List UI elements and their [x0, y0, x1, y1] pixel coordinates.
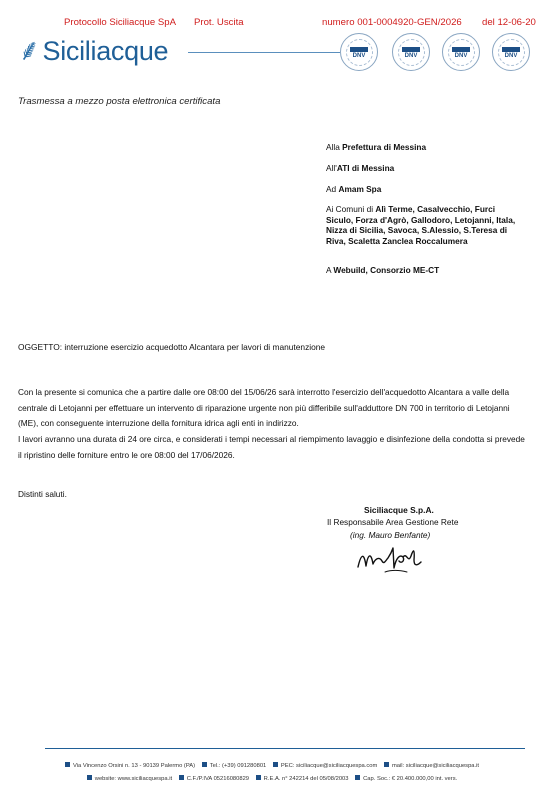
- footer-row-contacts: [0, 762, 539, 769]
- footer-address: Via Vincenzo Orsini n. 13 - 90139 Palermo (PA): [72, 763, 196, 769]
- certification-seal-icon: [442, 33, 480, 71]
- bullet-square-icon: [384, 762, 389, 767]
- footer-row-legal: [0, 775, 539, 782]
- footer-pec: PEC: siciliacque@siciliacquespa.com: [280, 763, 378, 769]
- letter-subject: OGGETTO: interruzione esercizio acquedotto Alcantara per lavori di manutenzione: [18, 342, 326, 352]
- bullet-square-icon: [256, 775, 261, 780]
- cert-label: DNV: [454, 53, 468, 59]
- recipient-comuni: Ai Comuni di Alì Terme, Casalvecchio, Furci Siculo, Forza d'Agrò, Gallodoro, Letojanni, Itala, Nizza di Sicilia, Savoca, S.Alessio, S.Teresa di Riva, Scaletta Zanclea Roccalumera: [326, 204, 516, 246]
- cert-label: DNV: [352, 53, 366, 59]
- signature-company: Siciliacque S.p.A.: [364, 505, 434, 515]
- bullet-square-icon: [355, 775, 360, 780]
- footer-vat: C.F./P.IVA 05216080829: [186, 776, 250, 782]
- footer-capital: Cap. Soc.: € 20.400.000,00 int. vers.: [363, 776, 458, 782]
- cert-label: DNV: [504, 53, 518, 59]
- footer-tel: Tel.: (+39) 091280801: [209, 763, 267, 769]
- recipient-ati: All'ATI di Messina: [326, 163, 395, 173]
- water-tree-icon: ⸙: [18, 34, 41, 67]
- protocol-company: Protocollo Siciliacque SpA: [64, 17, 176, 28]
- bullet-square-icon: [87, 775, 92, 780]
- protocol-date: del 12-06-20: [482, 17, 536, 28]
- recipient-webuild: A Webuild, Consorzio ME-CT: [326, 265, 440, 275]
- protocol-direction: Prot. Uscita: [194, 17, 244, 28]
- handwritten-signature: [355, 542, 423, 576]
- body-paragraph-1: Con la presente si comunica che a partire dalle ore 08:00 del 15/06/26 sarà interrotto l'esercizio dell'acquedotto Alcantara a valle della centrale di Letojanni per effettuare un intervento di riparazione urgente non più differibile sull'adduttore DN 700 in territorio di Letojanni (ME), con conseguente interruzione della fornitura idrica agli enti in indirizzo.: [18, 387, 510, 428]
- company-logo: [18, 33, 168, 69]
- closing-greeting: Distinti saluti.: [18, 489, 67, 499]
- recipient-amam: Ad Amam Spa: [326, 184, 382, 194]
- header-divider: [188, 52, 340, 53]
- protocol-bar: [0, 17, 539, 31]
- protocol-number: numero 001-0004920-GEN/2026: [322, 17, 462, 28]
- footer-mail: mail: siciliacque@siciliacquespa.it: [391, 763, 480, 769]
- certification-seal-icon: [492, 33, 530, 71]
- bullet-square-icon: [179, 775, 184, 780]
- body-paragraph-2: I lavori avranno una durata di 24 ore circa, e considerati i tempi necessari al riempimento lavaggio e disinfezione della condotta si prevede il ripristino delle forniture entro le ore 08:00 del 17/06/2026.: [18, 434, 525, 460]
- footer-rea: R.E.A. n° 242214 del 05/08/2003: [263, 776, 349, 782]
- cert-label: DNV: [404, 53, 418, 59]
- footer-divider: [45, 748, 525, 749]
- certification-seal-icon: [340, 33, 378, 71]
- certification-badges: [340, 33, 530, 73]
- signature-role: Il Responsabile Area Gestione Rete: [327, 517, 459, 527]
- transmission-note: Trasmessa a mezzo posta elettronica certificata: [18, 96, 221, 107]
- recipient-prefettura: Alla Prefettura di Messina: [326, 142, 427, 152]
- signature-name: (ing. Mauro Benfante): [350, 530, 431, 540]
- certification-seal-icon: [392, 33, 430, 71]
- logo-text: Siciliacque: [42, 36, 169, 66]
- bullet-square-icon: [202, 762, 207, 767]
- bullet-square-icon: [273, 762, 278, 767]
- bullet-square-icon: [65, 762, 70, 767]
- footer-website: website: www.siciliacquespa.it: [94, 776, 173, 782]
